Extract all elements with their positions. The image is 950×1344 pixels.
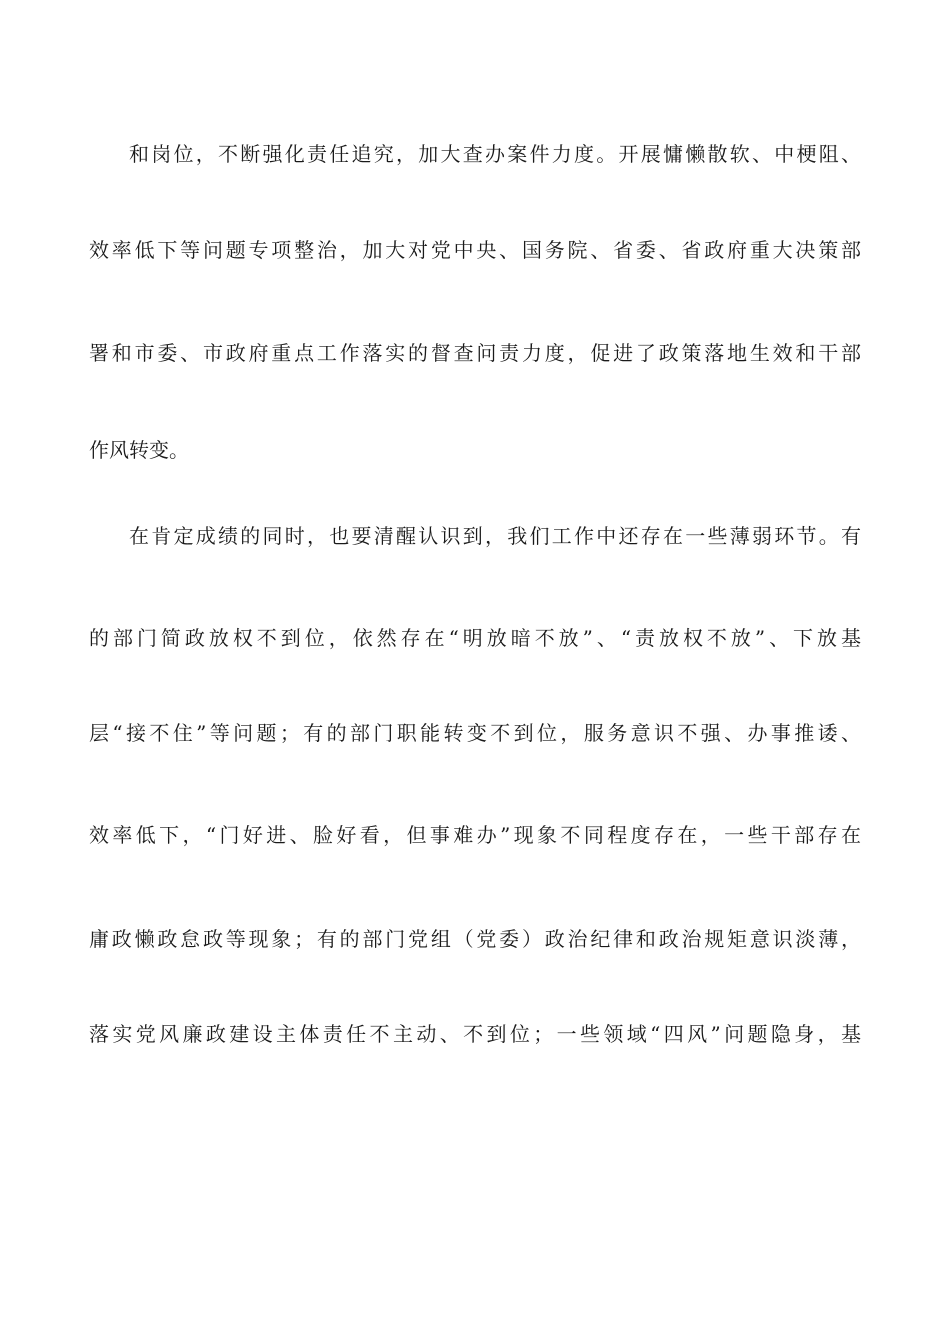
text-line-1: 和岗位，不断强化责任追究，加大查办案件力度。开展慵懒散软、中梗阻、	[129, 142, 861, 166]
text-line-6: 的部门简政放权不到位，依然存在“明放暗不放”、“责放权不放”、下放基	[89, 626, 861, 650]
text-line-3: 署和市委、市政府重点工作落实的督查问责力度，促进了政策落地生效和干部	[89, 341, 861, 365]
text-line-7: 层“接不住”等问题；有的部门职能转变不到位，服务意识不强、办事推诿、	[89, 721, 861, 745]
text-line-5: 在肯定成绩的同时，也要清醒认识到，我们工作中还存在一些薄弱环节。有	[129, 524, 861, 548]
text-line-10: 落实党风廉政建设主体责任不主动、不到位；一些领域“四风”问题隐身，基	[89, 1022, 861, 1046]
text-line-9: 庸政懒政怠政等现象；有的部门党组（党委）政治纪律和政治规矩意识淡薄，	[89, 927, 861, 951]
text-line-4: 作风转变。	[89, 438, 189, 462]
text-line-2: 效率低下等问题专项整治，加大对党中央、国务院、省委、省政府重大决策部	[89, 238, 861, 262]
text-line-8: 效率低下，“门好进、脸好看，但事难办”现象不同程度存在，一些干部存在	[89, 823, 861, 847]
